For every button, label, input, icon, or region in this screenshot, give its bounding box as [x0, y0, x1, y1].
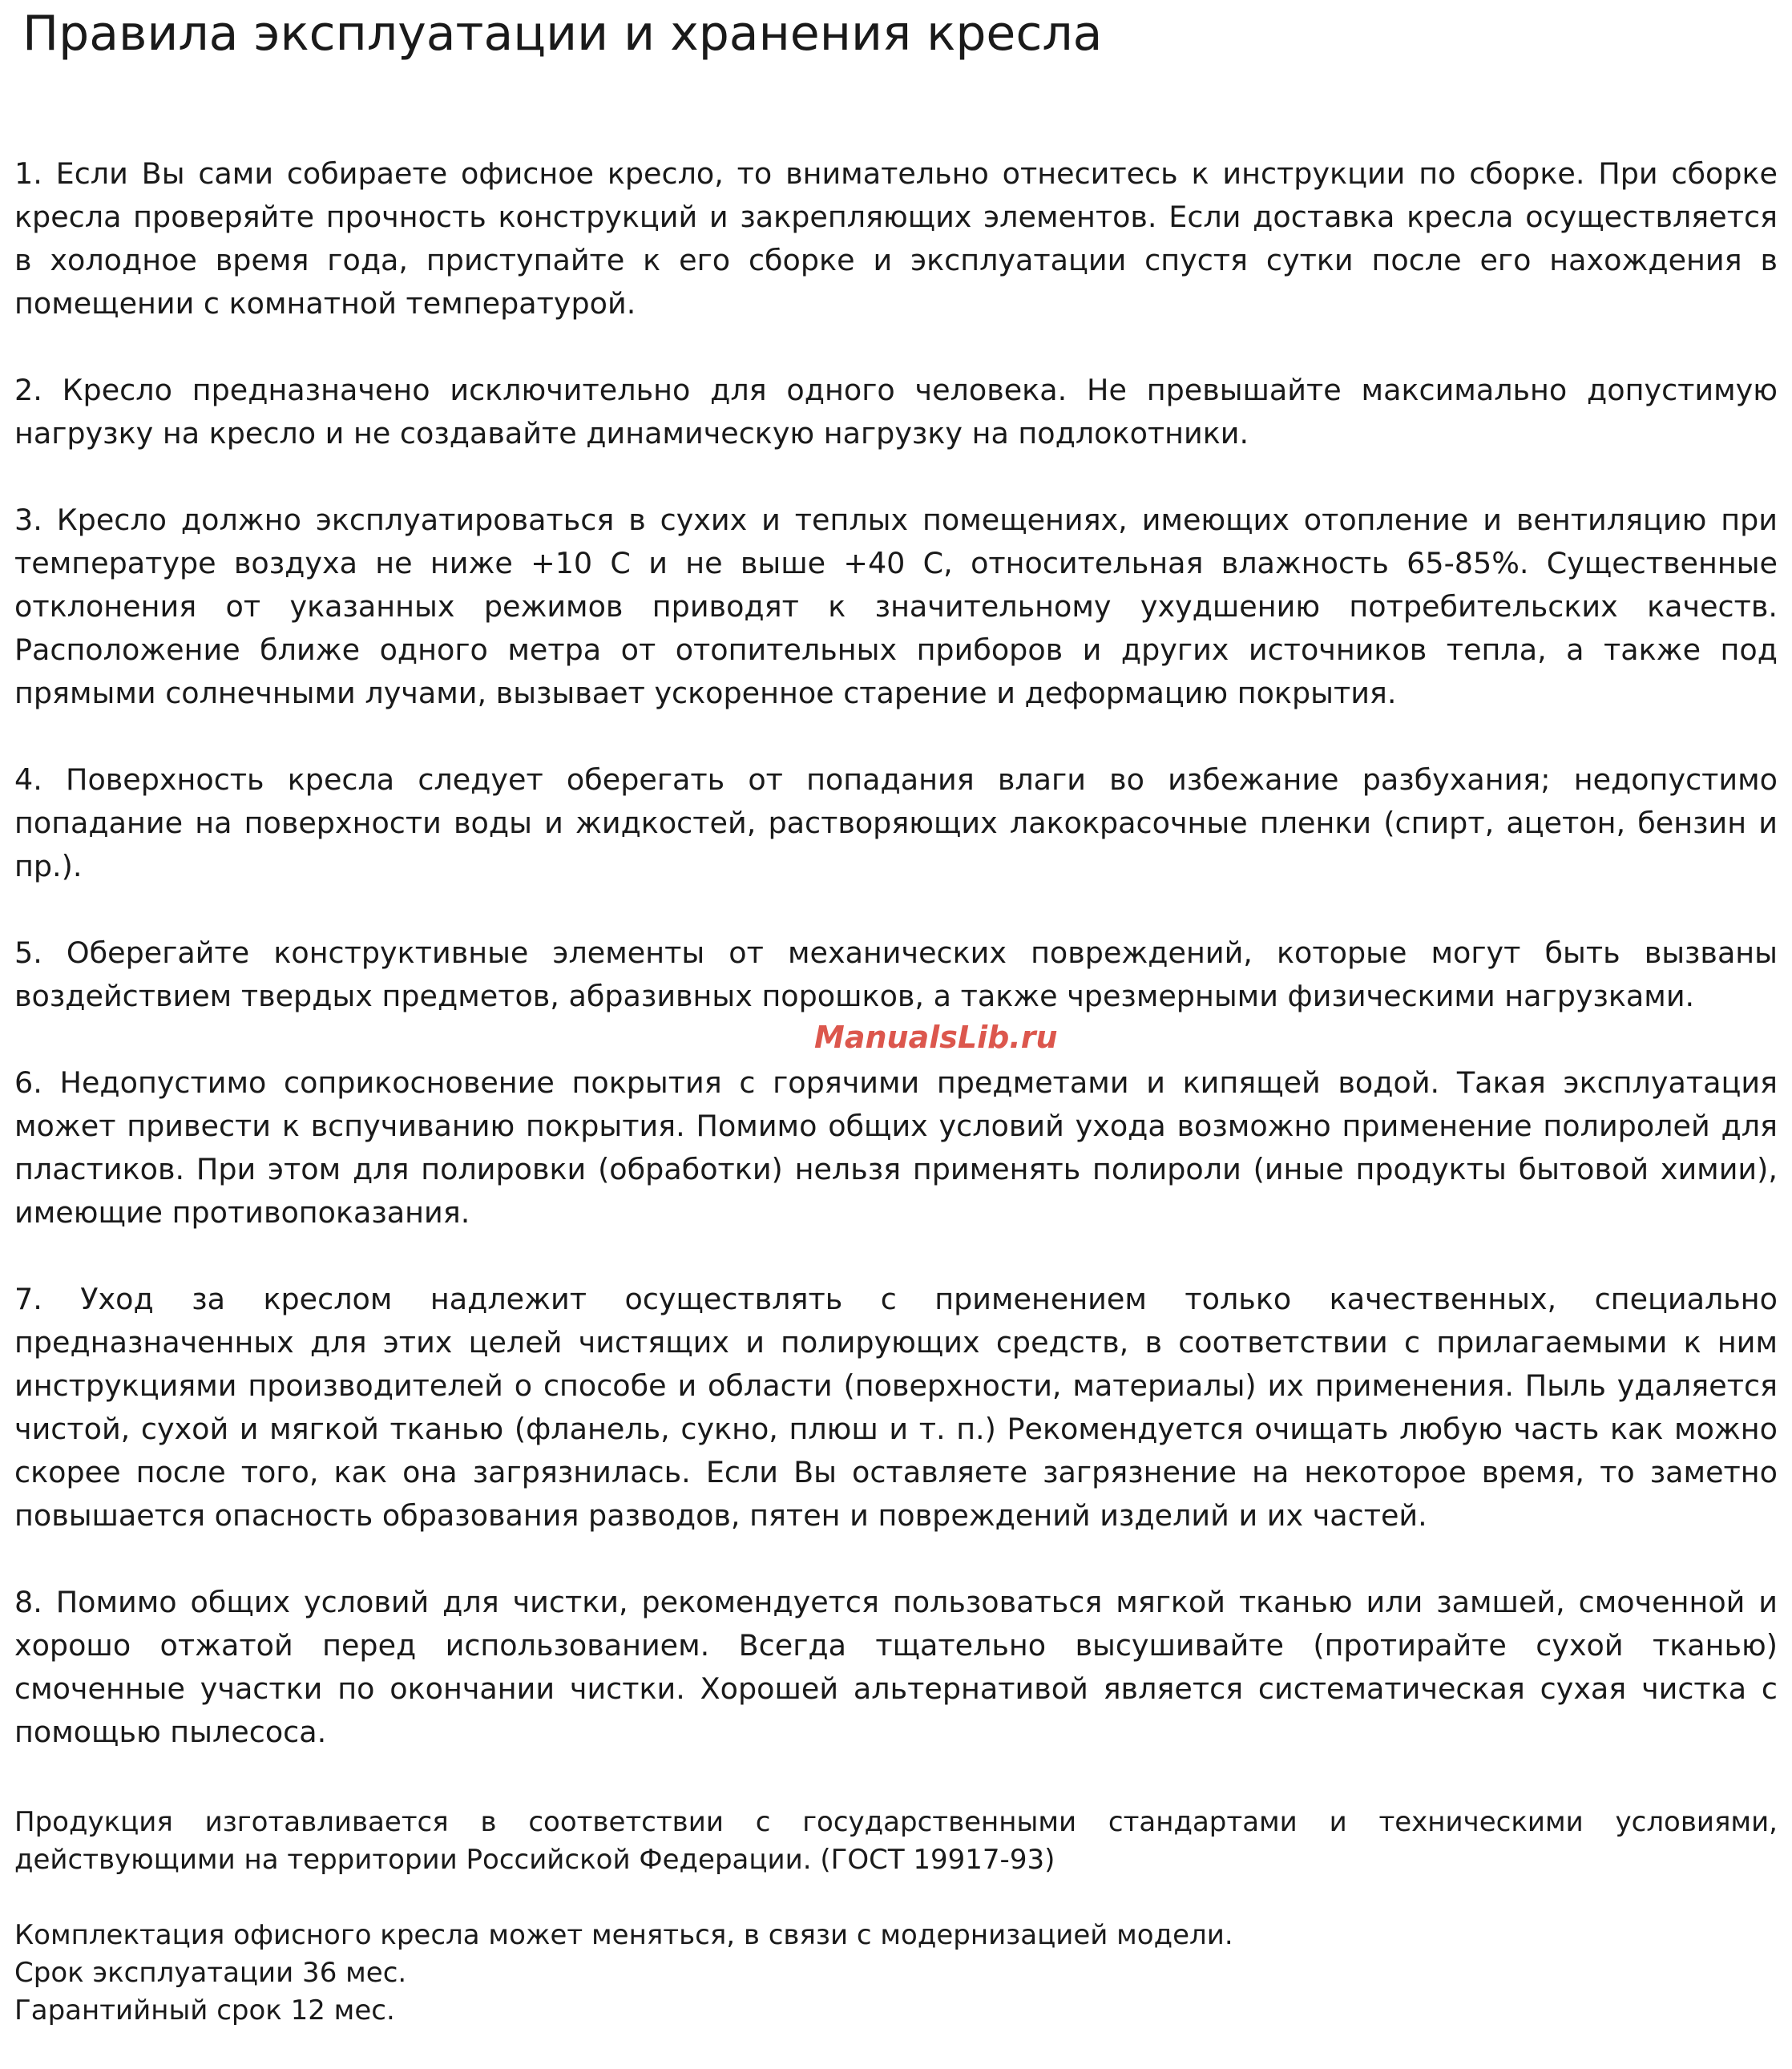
page-title: Правила эксплуатации и хранения кресла: [22, 6, 1103, 62]
rule-paragraph-8: 8. Помимо общих условий для чистки, рекомендуется пользоваться мягкой тканью или замшей, смоченной и хорошо отжатой перед использованием. Всегда тщательно высушивайте (протирайте сухой тканью) смоченные участки по окончании чистки. Хорошей альтернативой является систематическая сухая чистка с помощью пылесоса.: [14, 1585, 1778, 1749]
rule-paragraph-1: 1. Если Вы сами собираете офисное кресло, то внимательно отнеситесь к инструкции по сборке. При сборке кресла проверяйте прочность конструкций и закрепляющих элементов. Если доставка кресла осуществляется в холодное время года, приступайте к его сборке и эксплуатации спустя сутки после его нахождения в помещении с комнатной температурой.: [14, 156, 1778, 321]
rule-paragraph-7: 7. Уход за креслом надлежит осуществлять с применением только качественных, специально предназначенных для этих целей чистящих и полирующих средств, в соответствии с прилагаемыми к ним инструкциями производителей о способе и области (поверхности, материалы) их применения. Пыль удаляется чистой, сухой и мягкой тканью (фланель, сукно, плюш и т. п.) Рекомендуется очищать любую часть как можно скорее после того, как она загрязнилась. Если Вы оставляете загрязнение на некоторое время, то заметно повышается опасность образования разводов, пятен и повреждений изделий и их частей.: [14, 1282, 1778, 1533]
rule-paragraph-5: 5. Оберегайте конструктивные элементы от механических повреждений, которые могут быть вызваны воздействием твердых предметов, абразивных порошков, а также чрезмерными физическими нагрузками.: [14, 935, 1778, 1013]
standards-note: Продукция изготавливается в соответствии с государственными стандартами и техническими условиями, действующими на территории Российской Федерации. (ГОСТ 19917-93): [14, 1806, 1778, 1876]
rule-paragraph-3: 3. Кресло должно эксплуатироваться в сухих и теплых помещениях, имеющих отопление и вентиляцию при температуре воздуха не ниже +10 С и не выше +40 С, относительная влажность 65-85%. Существенные отклонения от указанных режимов приводят к значительному ухудшению потребительских качеств. Расположение ближе одного метра от отопительных приборов и других источников тепла, а также под прямыми солнечными лучами, вызывает ускоренное старение и деформацию покрытия.: [14, 503, 1778, 710]
footer-notes: [14, 1804, 1778, 2030]
rule-paragraph-2: 2. Кресло предназначено исключительно для одного человека. Не превышайте максимально допустимую нагрузку на кресло и не создавайте динамическую нагрузку на подлокотники.: [14, 373, 1778, 451]
service-life-note: Срок эксплуатации 36 мес.: [14, 1957, 407, 1989]
rules-list: [14, 152, 1778, 1797]
configuration-note: Комплектация офисного кресла может меняться, в связи с модернизацией модели.: [14, 1919, 1233, 1951]
rule-paragraph-6: 6. Недопустимо соприкосновение покрытия с горячими предметами и кипящей водой. Такая эксплуатация может привести к вспучиванию покрытия. Помимо общих условий ухода возможно применение полиролей для пластиков. При этом для полировки (обработки) нельзя применять полироли (иные продукты бытовой химии), имеющие противопоказания.: [14, 1065, 1778, 1230]
rule-paragraph-4: 4. Поверхность кресла следует оберегать от попадания влаги во избежание разбухания; недопустимо попадание на поверхности воды и жидкостей, растворяющих лакокрасочные пленки (спирт, ацетон, бензин и пр.).: [14, 762, 1778, 883]
warranty-note: Гарантийный срок 12 мес.: [14, 1994, 395, 2027]
site-watermark: ManualsLib.ru: [814, 1020, 1058, 1055]
